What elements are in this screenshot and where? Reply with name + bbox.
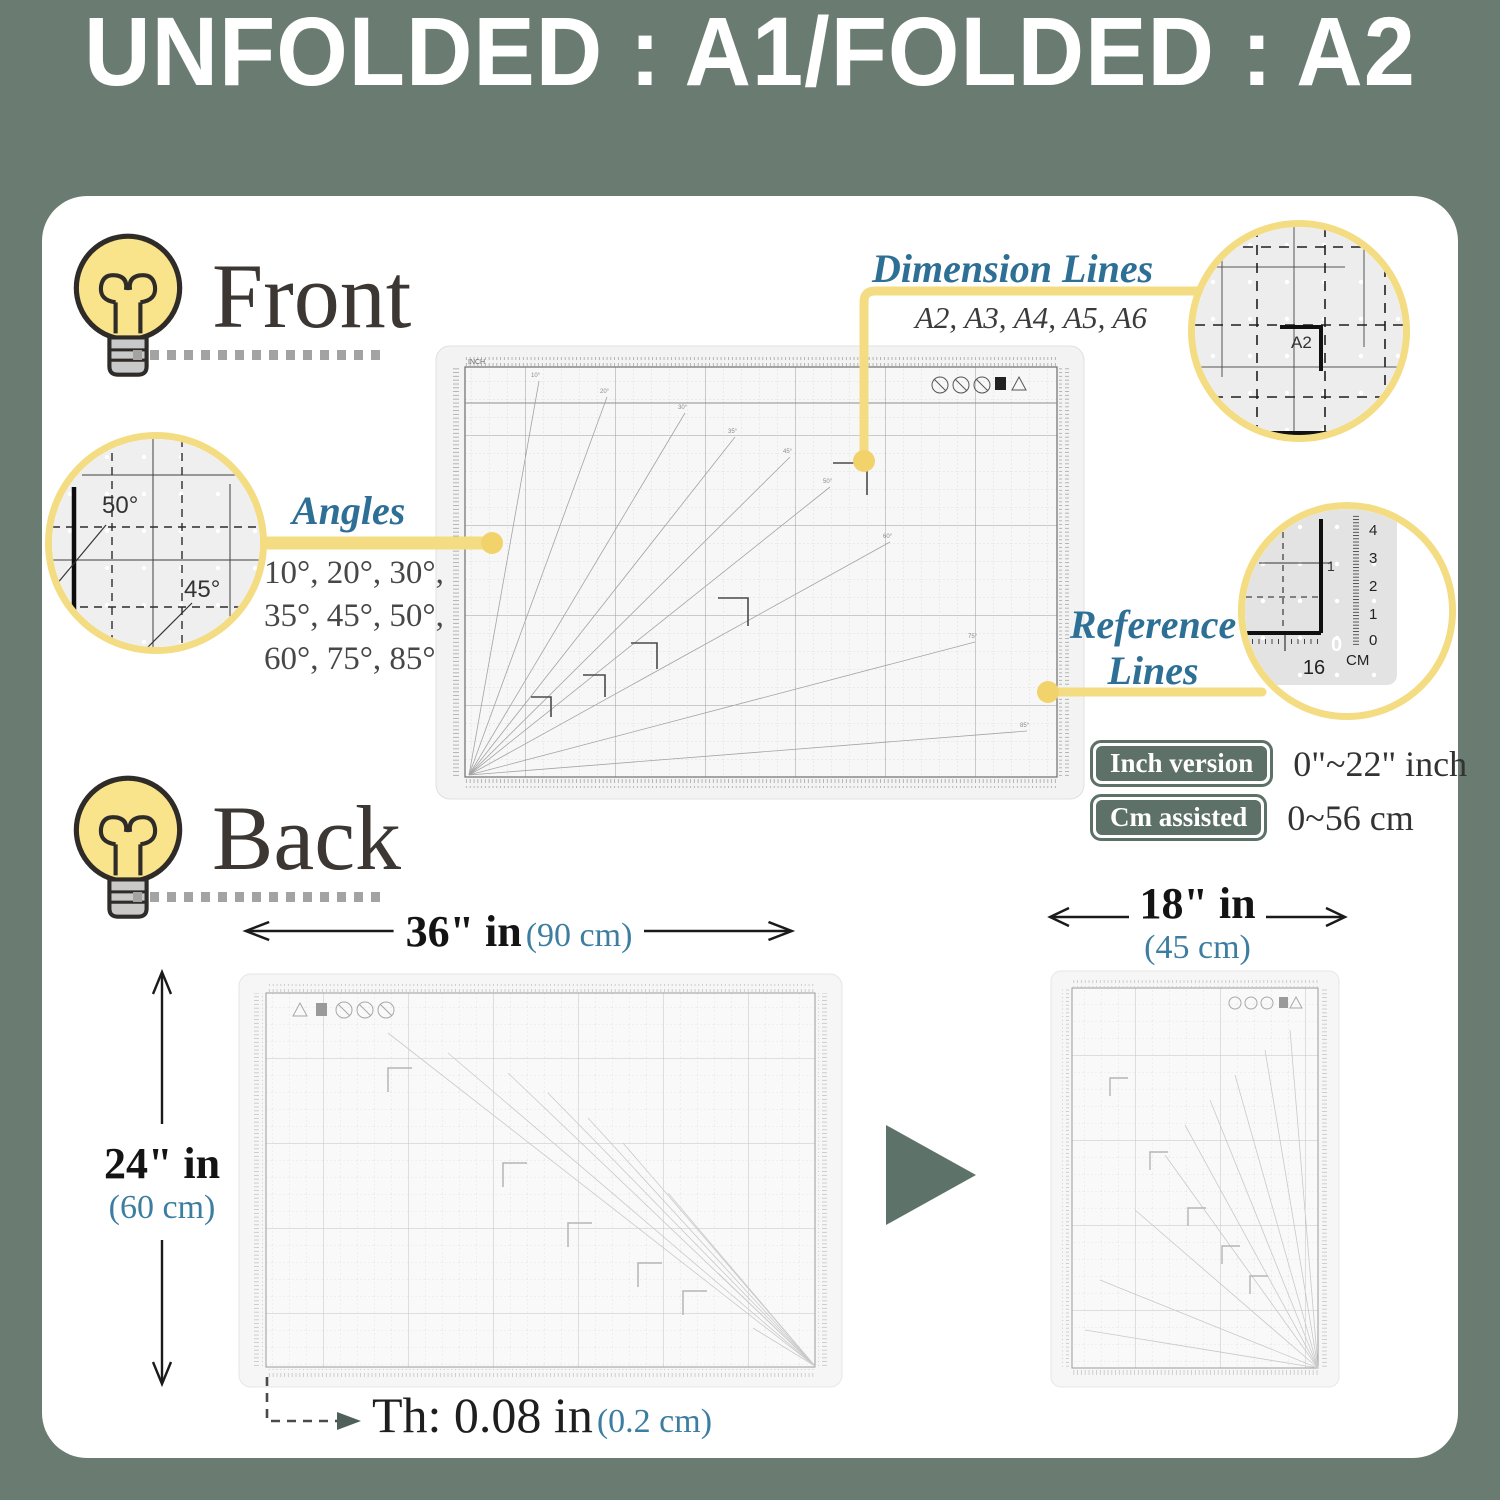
back-section-label: Back [212,787,402,889]
thickness-label: Th: 0.08 in [372,1387,593,1443]
svg-text:20°: 20° [600,389,610,395]
reference-lines-title-line2: Lines [1107,648,1199,693]
height-inches: 24" in [103,1138,221,1188]
cm-assisted-spec [1090,794,1414,841]
folded-width-inches: 18" in [1139,879,1256,928]
dimension-lines-sizes: A2, A3, A4, A5, A6 [915,300,1147,335]
reference-lines-title [1058,602,1248,694]
svg-text:1: 1 [1369,606,1378,623]
inch-version-badge: Inch version [1090,740,1273,787]
front-dotted-divider [133,350,385,360]
angles-values-line2: 35°, 45°, 50°, [264,597,444,634]
svg-text:30°: 30° [678,405,688,411]
angles-title: Angles [292,488,406,533]
svg-text:3: 3 [1369,550,1378,567]
height-dimension-text [104,1138,220,1227]
lightbulb-icon [66,230,190,385]
detail-cm-unit-label: CM [1346,652,1370,669]
back-mat-image [238,973,843,1388]
detail-0-white-label: 0 [1331,634,1343,656]
width-dimension-text [394,906,645,957]
cm-assisted-value: 0~56 cm [1287,797,1414,838]
folded-mat-image [1050,970,1340,1388]
front-mat-image [435,345,1085,800]
arrow-up-icon [149,966,175,1124]
folded-width-dimension [1040,878,1355,967]
svg-text:85°: 85° [1020,723,1030,729]
detail-1-label: 1 [1327,558,1335,574]
back-dotted-divider [133,892,385,902]
svg-text:10°: 10° [531,373,541,379]
svg-text:45°: 45° [783,449,793,455]
detail-angle-45-label: 45° [184,576,221,603]
arrow-right-icon [644,918,800,944]
reference-lines-title-line1: Reference [1069,602,1237,647]
thickness-pointer [253,1375,373,1439]
width-cm: (90 cm) [525,916,633,954]
svg-text:0: 0 [1369,632,1378,649]
svg-text:35°: 35° [728,429,738,435]
lightbulb-icon [66,772,190,927]
angles-values-line3: 60°, 75°, 85° [264,640,436,677]
angles-values [264,552,444,681]
arrow-left-icon [238,918,394,944]
svg-text:2: 2 [1369,578,1378,595]
reference-lines-detail-circle [1238,502,1456,720]
arrow-down-icon [149,1240,175,1390]
inch-ruler-label: INCH [468,359,486,366]
detail-a2-label: A2 [1291,333,1312,352]
width-inches: 36" in [405,906,522,956]
svg-text:60°: 60° [883,534,893,540]
front-section-label: Front [212,245,412,347]
dimension-lines-title: Dimension Lines [872,246,1154,291]
height-cm: (60 cm) [108,1188,216,1226]
page-title: UNFOLDED : A1/FOLDED : A2 [84,0,1416,107]
detail-angle-50-label: 50° [102,492,139,519]
svg-text:4: 4 [1369,522,1378,539]
detail-16-label: 16 [1302,657,1326,679]
dimension-lines-detail-circle [1188,220,1410,442]
cm-assisted-badge: Cm assisted [1090,794,1267,841]
header [0,0,1500,105]
folded-width-cm: (45 cm) [1144,929,1251,966]
folded-width-text [1129,878,1265,967]
arrow-left-icon [1045,904,1129,930]
angles-detail-circle [45,432,267,654]
height-dimension [82,966,242,1390]
thickness-cm: (0.2 cm) [596,1403,713,1440]
thickness-text [372,1386,712,1444]
svg-text:50°: 50° [823,479,833,485]
angles-values-line1: 10°, 20°, 30°, [264,555,444,591]
inch-version-spec [1090,740,1467,787]
arrow-right-icon [1266,904,1350,930]
width-dimension [238,905,800,957]
svg-text:75°: 75° [968,634,978,640]
inch-version-value: 0"~22" inch [1293,743,1468,784]
